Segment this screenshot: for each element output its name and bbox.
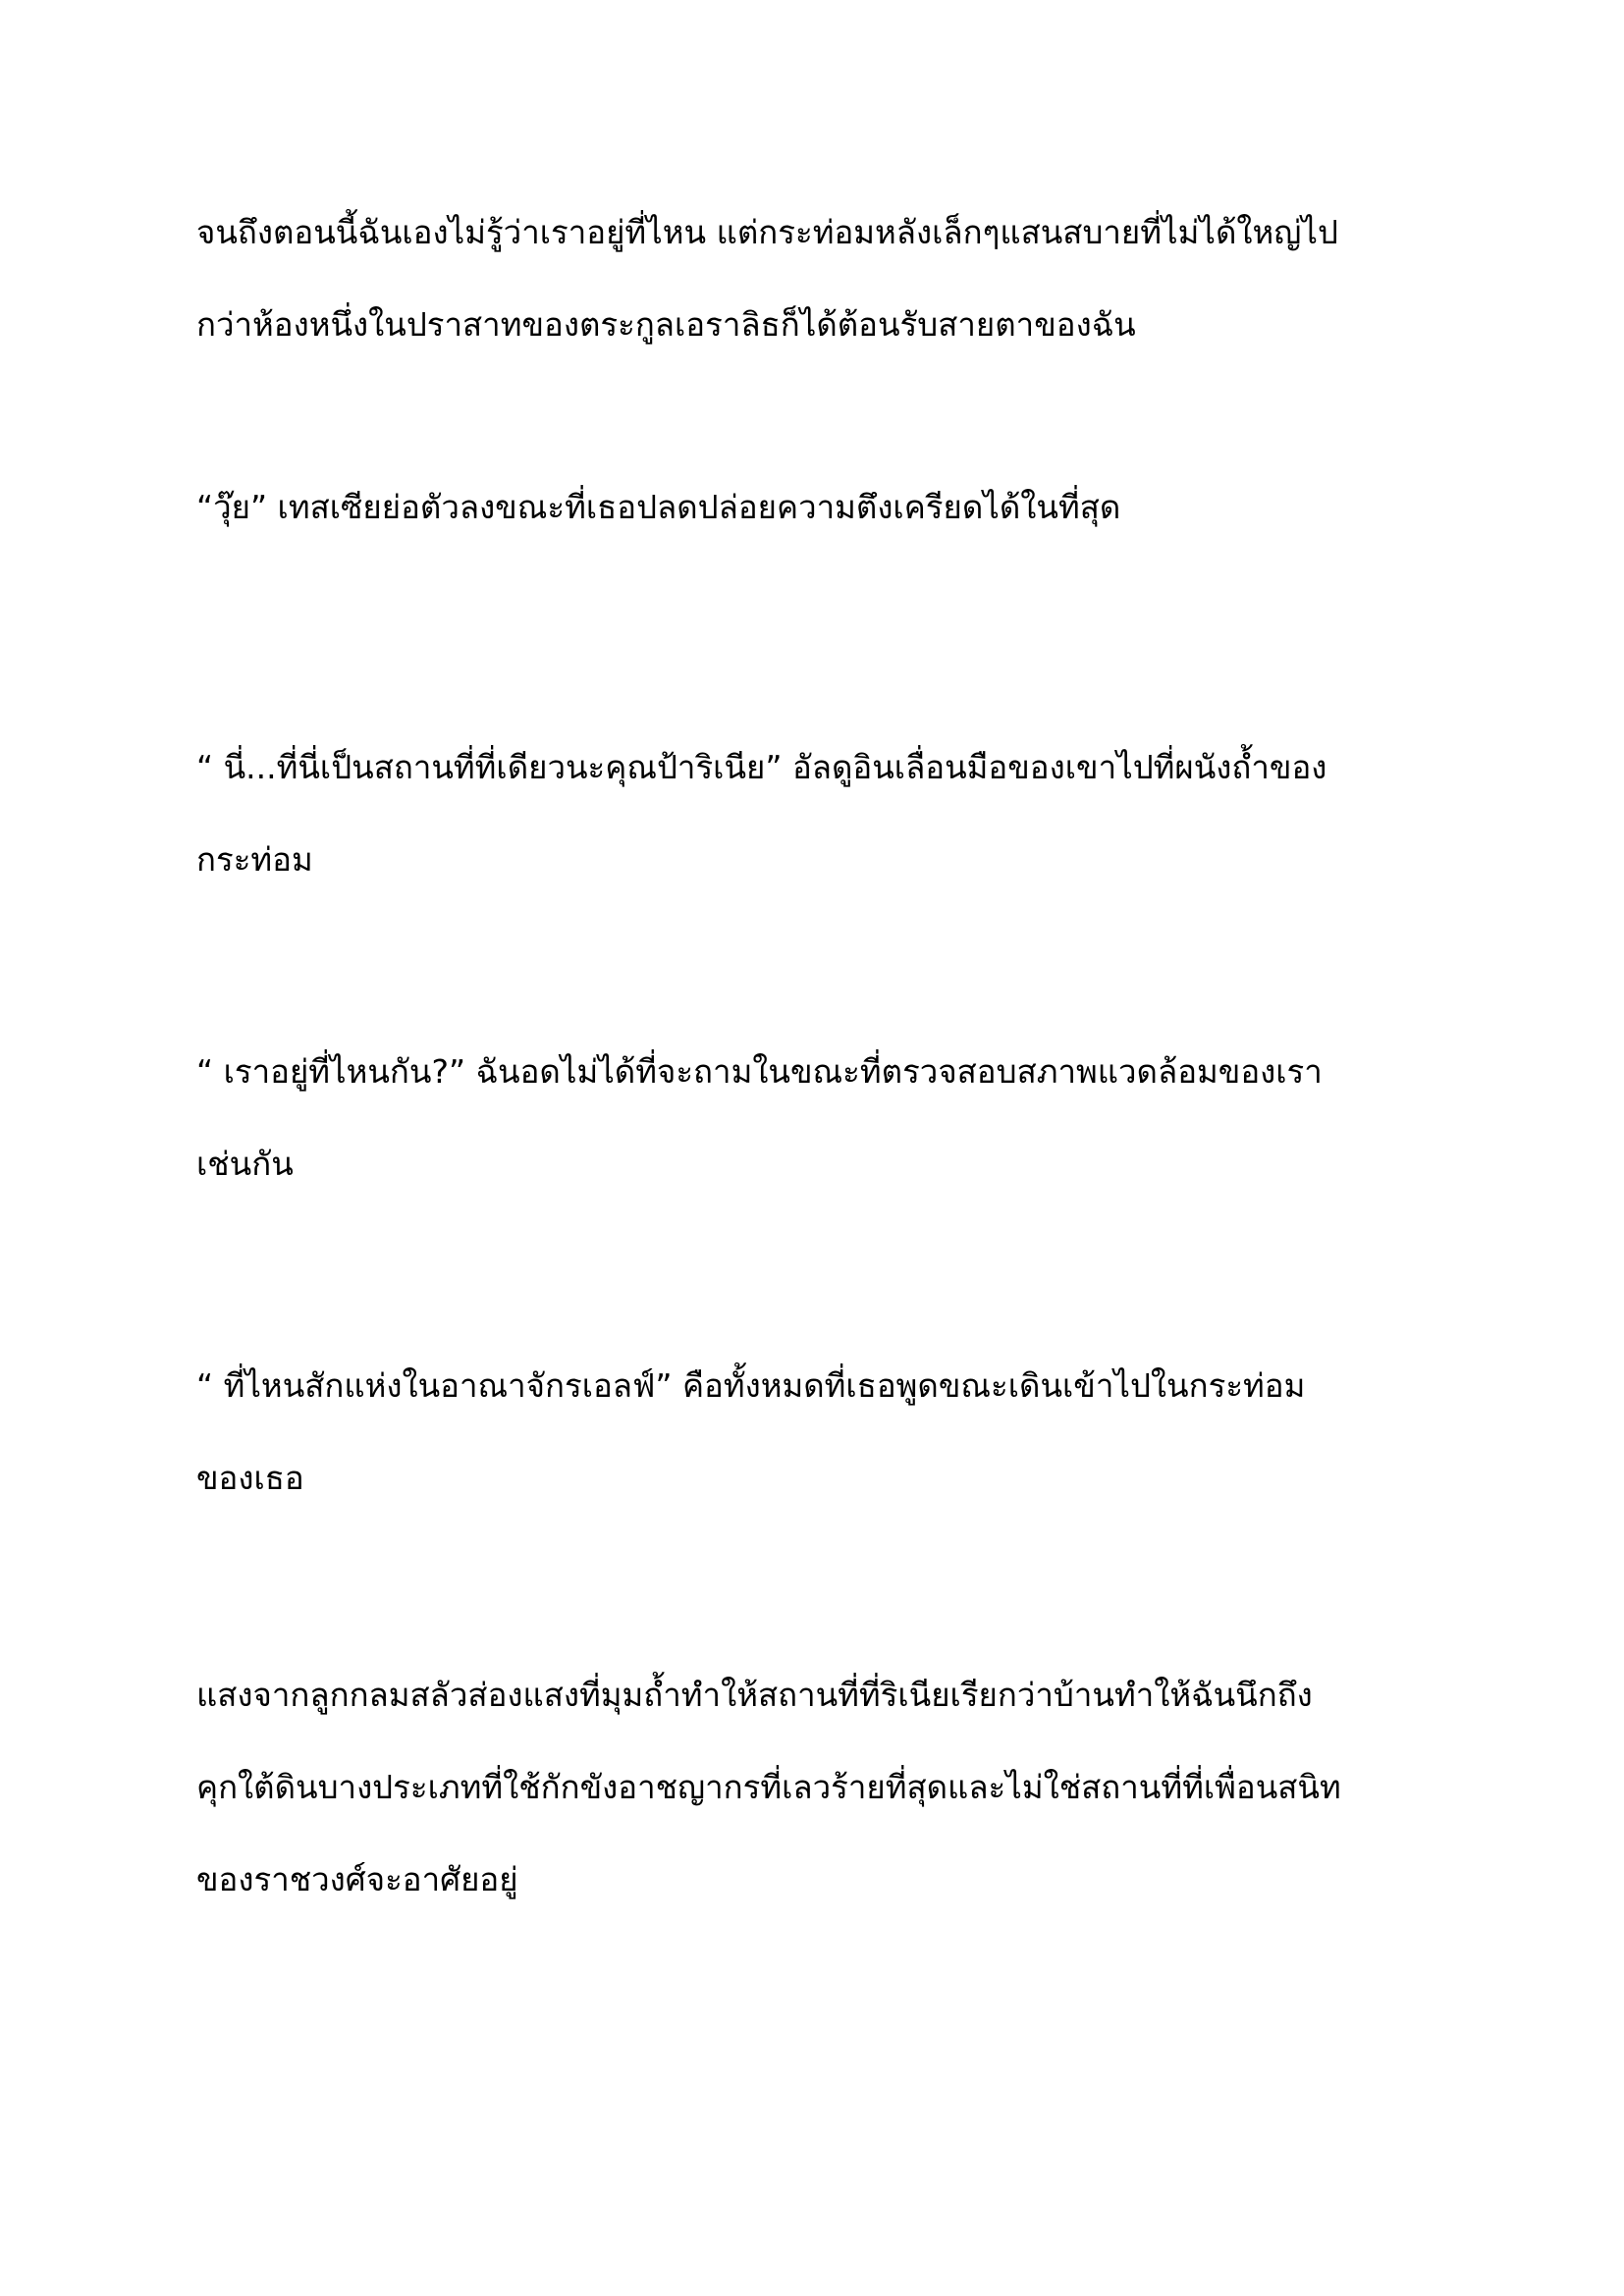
paragraph-line: จนถึงตอนนี้ฉันเองไม่รู้ว่าเราอยู่ที่ไหน แต่กระท่อมหลังเล็กๆแสนสบายที่ไม่ได้ใหญ่ไป: [196, 213, 1338, 251]
paragraph-line: กระท่อม: [196, 840, 313, 879]
paragraph-3: [196, 721, 1453, 906]
paragraph-6: [196, 1649, 1453, 1926]
paragraph-2: [196, 461, 1453, 554]
paragraph-5: [196, 1340, 1453, 1524]
paragraph-line: “วุ๊ย” เทสเซียย่อตัวลงขณะที่เธอปลดปล่อยความตึงเครียดได้ในที่สุด: [196, 488, 1121, 526]
paragraph-line: “ ที่ไหนสักแห่งในอาณาจักรเอลฟ์” คือทั้งหมดที่เธอพูดขณะเดินเข้าไปในกระท่อม: [196, 1366, 1306, 1405]
paragraph-line: กว่าห้องหนึ่งในปราสาทของตระกูลเอราลิธก็ได้ต้อนรับสายตาของฉัน: [196, 305, 1136, 344]
paragraph-line: ของเธอ: [196, 1459, 304, 1497]
paragraph-line: ของราชวงศ์จะอาศัยอยู่: [196, 1860, 518, 1898]
paragraph-line: เช่นกัน: [196, 1145, 294, 1183]
paragraph-4: [196, 1026, 1453, 1210]
paragraph-line: “ เราอยู่ที่ไหนกัน?” ฉันอดไม่ได้ที่จะถามในขณะที่ตรวจสอบสภาพแวดล้อมของเรา: [196, 1052, 1323, 1091]
paragraph-line: คุกใต้ดินบางประเภทที่ใช้กักขังอาชญากรที่เลวร้ายที่สุดและไม่ใช่สถานที่ที่เพื่อนสนิท: [196, 1768, 1341, 1806]
paragraph-line: แสงจากลูกกลมสลัวส่องแสงที่มุมถ้ำทำให้สถานที่ที่ริเนียเรียกว่าบ้านทำให้ฉันนึกถึง: [196, 1676, 1313, 1714]
paragraph-line: “ นี่...ที่นี่เป็นสถานที่ที่เดียวนะคุณป้าริเนีย” อัลดูอินเลื่อนมือของเขาไปที่ผนังถ้ำของ: [196, 748, 1327, 786]
paragraph-1: [196, 187, 1453, 371]
